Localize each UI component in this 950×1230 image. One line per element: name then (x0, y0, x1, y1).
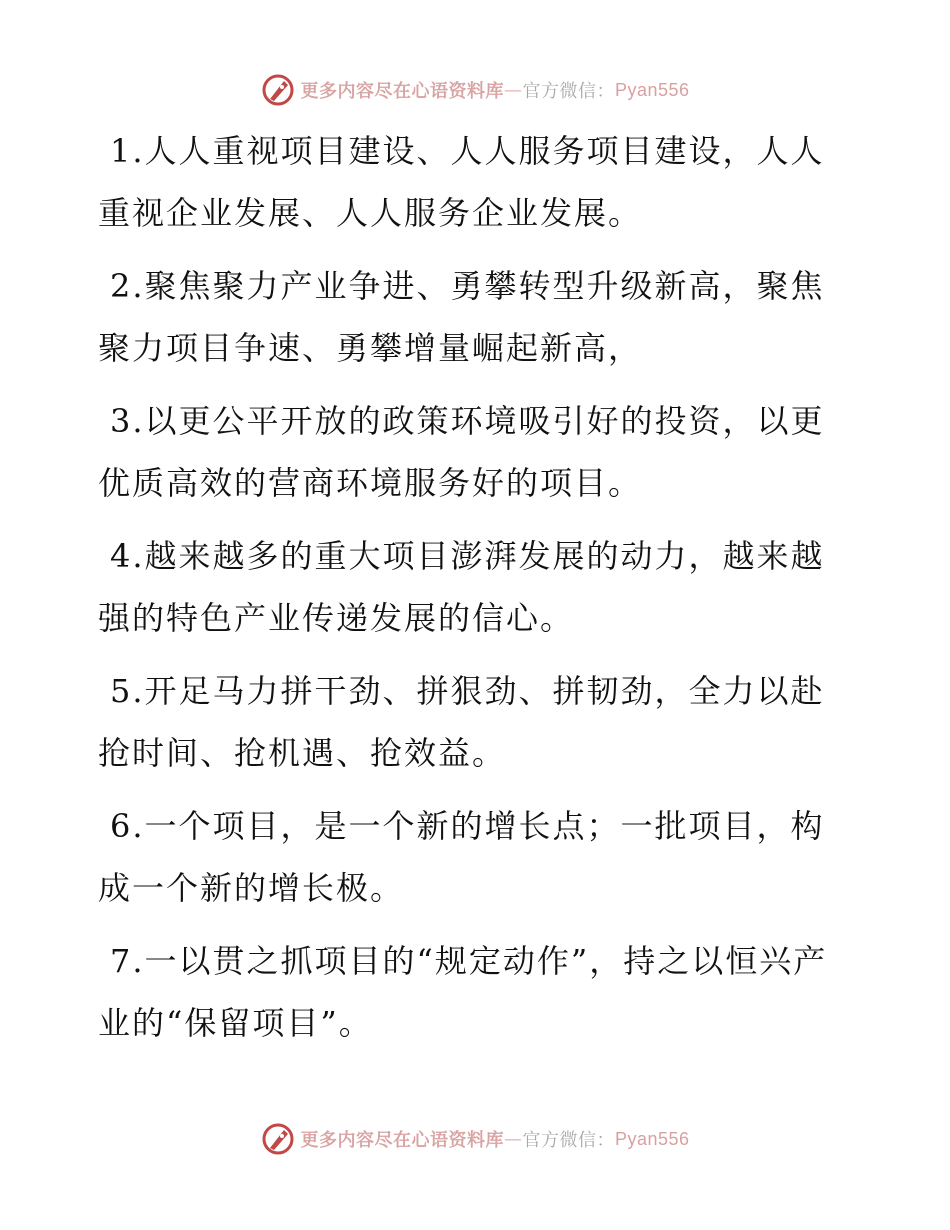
watermark-wechat-label: 官方微信： (522, 1130, 615, 1151)
watermark-separator: — (503, 1128, 523, 1150)
pen-nib-logo-icon (260, 72, 296, 108)
list-item: 6.一个项目，是一个新的增长点；一批项目，构成一个新的增长极。 (98, 807, 825, 907)
list-item: 4.越来越多的重大项目澎湃发展的动力，越来越强的特色产业传递发展的信心。 (98, 537, 825, 637)
list-item: 2.聚焦聚力产业争进、勇攀转型升级新高，聚焦聚力项目争速、勇攀增量崛起新高， (98, 267, 825, 367)
slogan-list (98, 120, 828, 1065)
header-watermark (0, 72, 950, 108)
list-item: 1.人人重视项目建设、人人服务项目建设，人人重视企业发展、人人服务企业发展。 (98, 132, 825, 232)
watermark-brand: 更多内容尽在心语资料库 (300, 1130, 504, 1151)
watermark-wechat-label: 官方微信： (522, 81, 615, 102)
watermark-wechat-id: Pyan556 (614, 79, 690, 100)
list-item: 3.以更公平开放的政策环境吸引好的投资，以更优质高效的营商环境服务好的项目。 (98, 402, 825, 502)
watermark-wechat-id: Pyan556 (614, 1128, 690, 1149)
footer-watermark (0, 1121, 950, 1157)
list-item: 5.开足马力拼干劲、拼狠劲、拼韧劲，全力以赴抢时间、抢机遇、抢效益。 (98, 672, 825, 772)
list-item: 7.一以贯之抓项目的“规定动作”，持之以恒兴产业的“保留项目”。 (98, 942, 828, 1042)
pen-nib-logo-icon (260, 1121, 296, 1157)
watermark-brand: 更多内容尽在心语资料库 (300, 81, 504, 102)
watermark-separator: — (503, 79, 523, 101)
